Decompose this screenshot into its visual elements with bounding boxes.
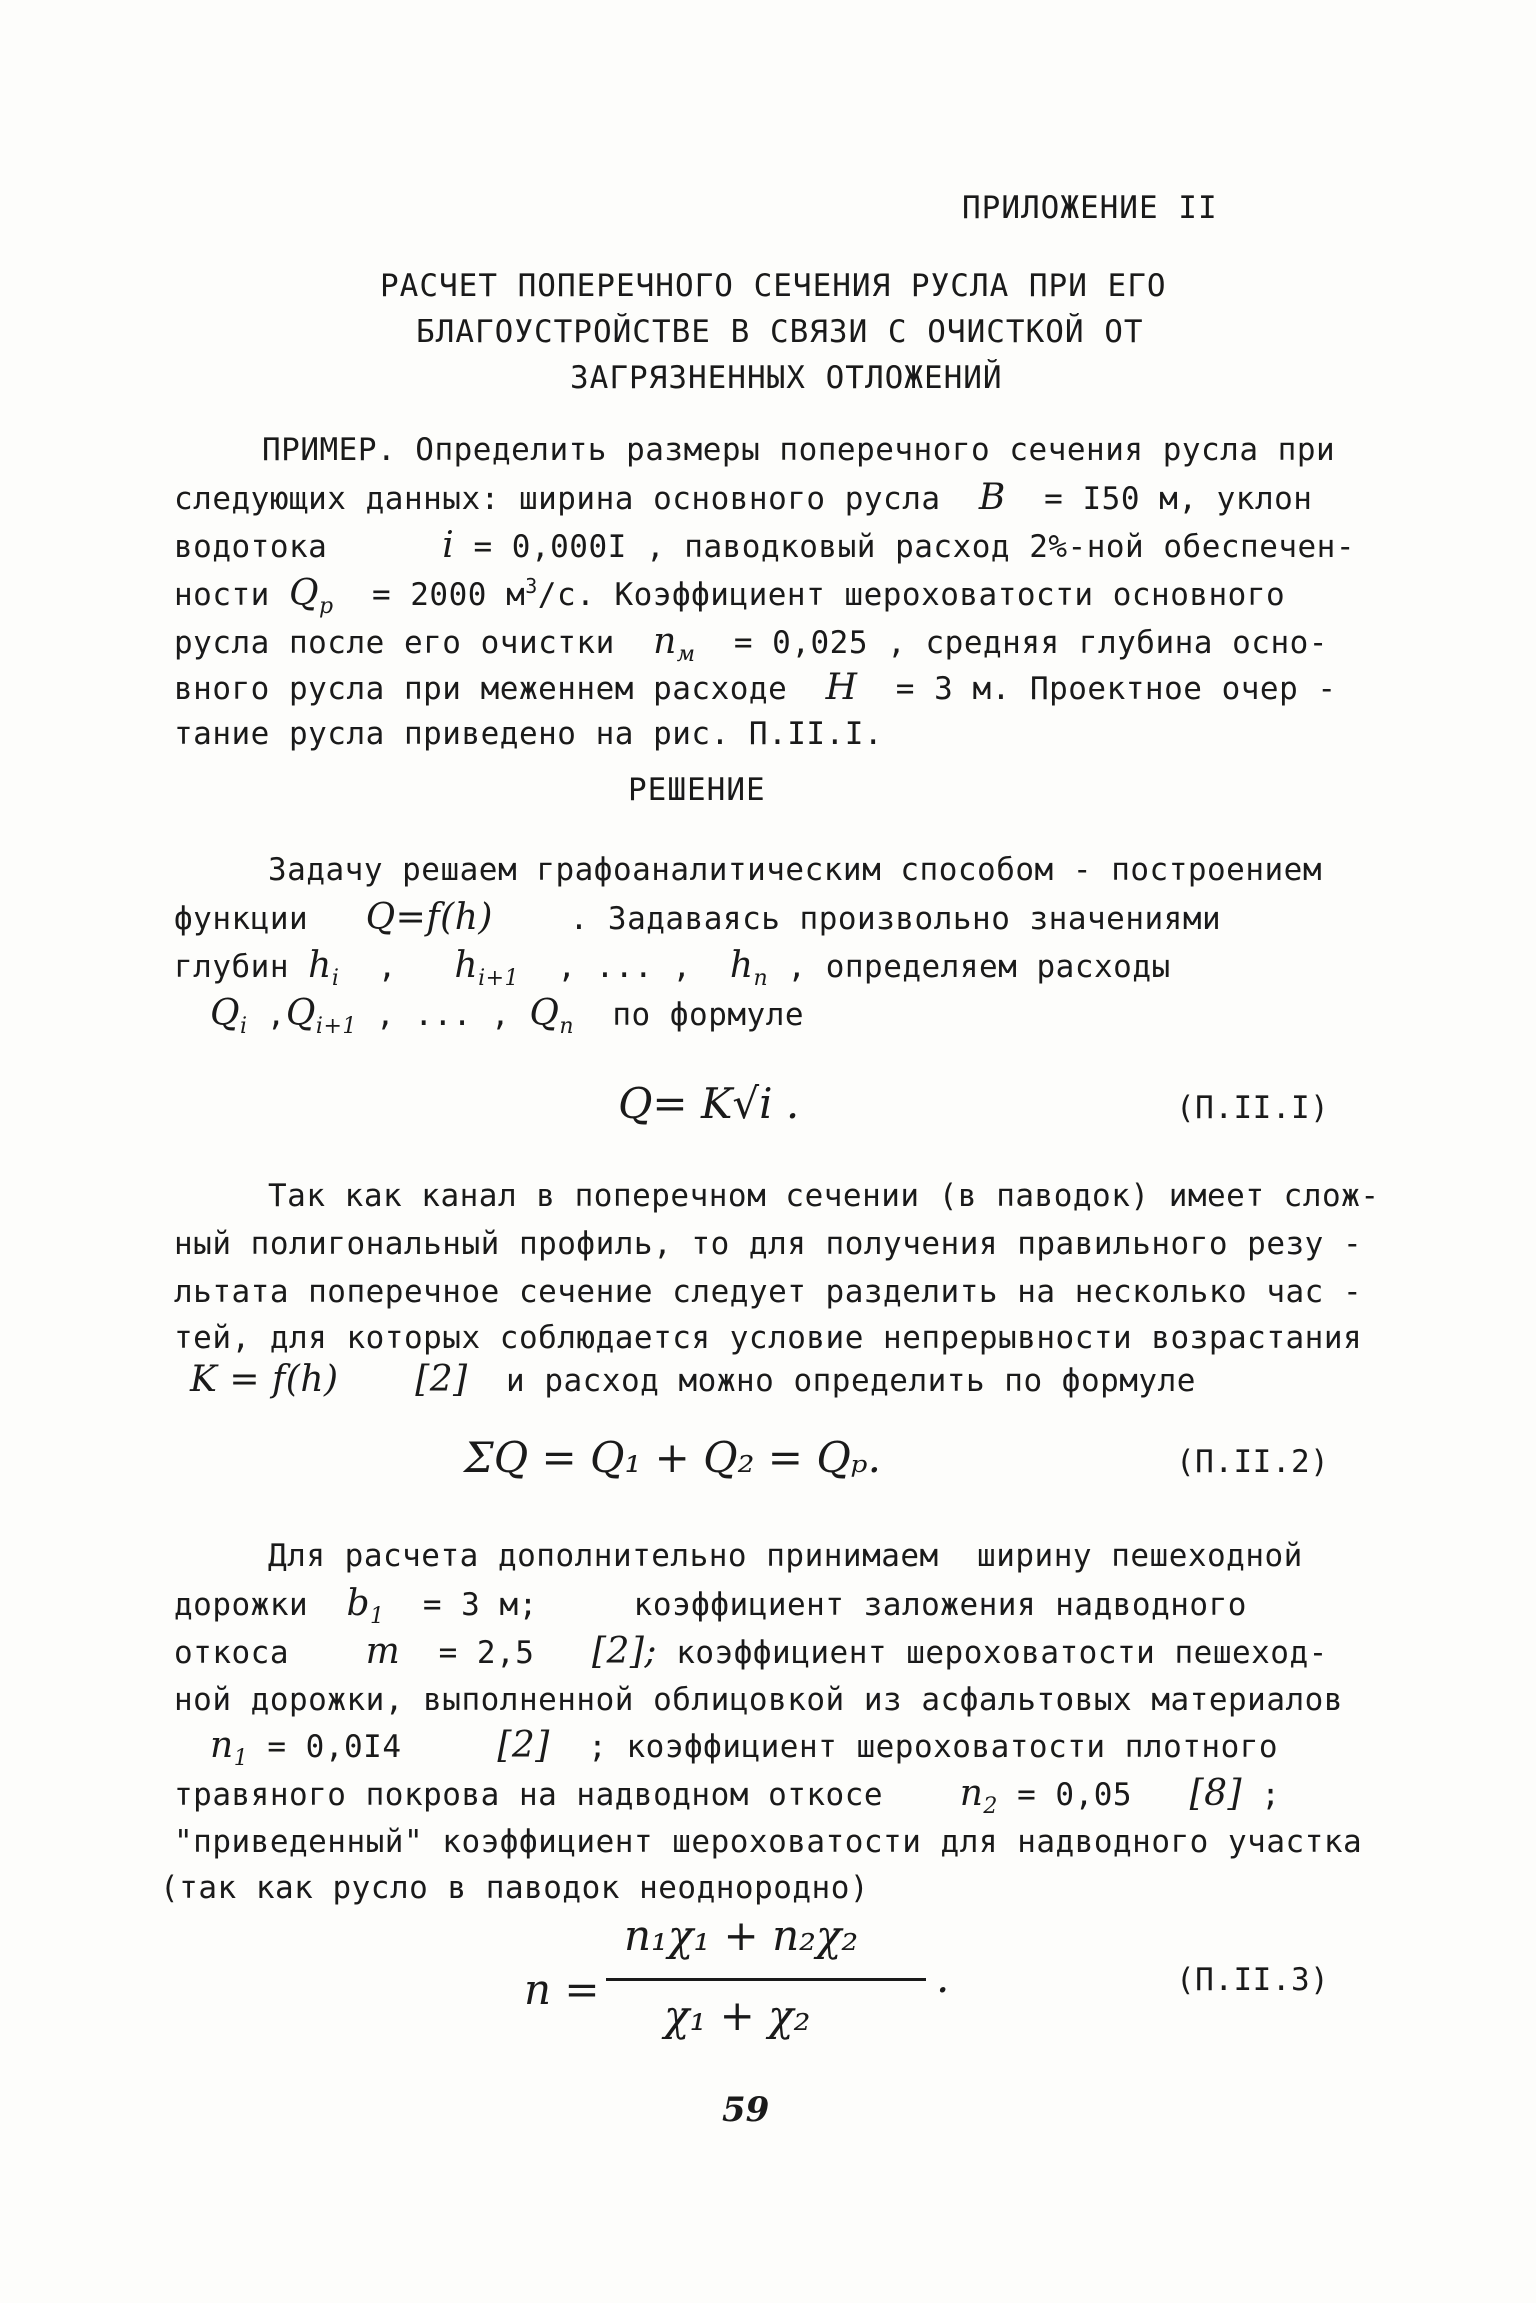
para2-line-4: тей, для которых соблюдается условие непрерывности возрастания <box>174 1320 1363 1356</box>
para3-line-7: "приведенный" коэффициент шероховатости для надводного участка <box>174 1824 1363 1860</box>
symbol-Qp: Q <box>289 573 320 614</box>
appendix-label: ПРИЛОЖЕНИЕ II <box>962 190 1218 226</box>
symbol-nm: n <box>653 621 677 662</box>
para3-line-1: Для расчета дополнительно принимаем ширину пешеходной <box>268 1538 1303 1574</box>
solution-line-3: глубин $h_i$ , $h_{i+1}$ , ... , $h_n$ , определяем расходы <box>174 945 1171 991</box>
example-line-6: вного русла при меженнем расходе H = 3 м. Проектное очер - <box>174 667 1337 708</box>
para3-line-4: ной дорожки, выполненной облицовкой из асфальтовых материалов <box>174 1682 1343 1718</box>
title-line-2: БЛАГОУСТРОЙСТВЕ В СВЯЗИ С ОЧИСТКОЙ ОТ <box>416 314 1144 350</box>
para3-line-3: откоса m = 2,5 [2]; коэффициент шероховатости пешеход- <box>174 1631 1328 1672</box>
equation-3-lhs: n = <box>524 1965 600 2014</box>
symbol-n2: n <box>959 1773 984 1814</box>
example-line-4: ности $Q_p = 2000$ $м^3/с$. Коэффициент шероховатости основного <box>174 573 1286 619</box>
para3-line-5: $n_1 = 0,0I4$ [2] ; коэффициент шероховатости плотного <box>210 1725 1279 1771</box>
equation-1-formula: Q= K√i . <box>618 1079 800 1128</box>
equation-3-numerator: n₁χ₁ + n₂χ₂ <box>624 1911 859 1960</box>
example-line-5: русла после его очистки $n_м = 0,025$ , средняя глубина осно- <box>174 621 1328 667</box>
equation-3-fraction-bar <box>606 1978 926 1981</box>
reference-2: [2] <box>415 1359 468 1400</box>
equation-2-number: (П.II.2) <box>1176 1444 1330 1480</box>
para2-line-3: льтата поперечное сечение следует разделить на несколько час - <box>174 1274 1363 1310</box>
para2-line-1: Так как канал в поперечном сечении (в паводок) имеет слож- <box>268 1178 1380 1214</box>
symbol-m: m <box>365 1631 401 1672</box>
para3-line-6: травяного покрова на надводном откосе $n_2 = 0,05$ [8] ; <box>174 1773 1281 1819</box>
solution-line-1: Задачу решаем графоаналитическим способом - построением <box>268 852 1322 888</box>
para3-line-8: (так как русло в паводок неоднородно) <box>160 1870 870 1906</box>
equation-3-number: (П.II.3) <box>1176 1962 1330 1998</box>
formula-K-f-h: K = f(h) <box>190 1359 339 1400</box>
page-number: 59 <box>722 2090 770 2130</box>
symbol-n1: n <box>210 1725 234 1766</box>
para2-line-2: ный полигональный профиль, то для получения правильного резу - <box>174 1226 1363 1262</box>
para3-line-2: дорожки $b_1 = 3$ м; коэффициент заложения надводного <box>174 1583 1247 1629</box>
para2-line-5: K = f(h) [2] и расход можно определить по формуле <box>190 1359 1196 1400</box>
symbol-H: H <box>825 667 858 708</box>
equation-3-tail: . <box>936 1953 950 2002</box>
symbol-B: B <box>978 477 1006 518</box>
solution-line-4: $Q_i$ $,Q_{i+1}$ , ... , $Q_n$ по формуле <box>210 993 805 1039</box>
example-line-3: водотока i = 0,000I , паводковый расход 2%-ной обеспечен- <box>174 525 1356 566</box>
example-line-1: ПРИМЕР. Определить размеры поперечного сечения русла при <box>262 432 1336 468</box>
symbol-b1: b <box>346 1583 371 1624</box>
solution-heading: РЕШЕНИЕ <box>628 772 766 808</box>
solution-line-2: функции Q=f(h) . Задаваясь произвольно значениями <box>174 897 1222 938</box>
example-line-7: тание русла приведено на рис. П.II.I. <box>174 716 884 752</box>
symbol-i: i <box>442 525 455 566</box>
example-line-2: следующих данных: ширина основного русла B = I50 м, уклон <box>174 477 1313 518</box>
equation-1-number: (П.II.I) <box>1176 1090 1330 1126</box>
formula-Q-f-h: Q=f(h) <box>365 897 493 938</box>
equation-3-denominator: χ₁ + χ₂ <box>664 1991 811 2040</box>
title-line-3: ЗАГРЯЗНЕННЫХ ОТЛОЖЕНИЙ <box>570 360 1003 396</box>
equation-2-formula: ΣQ = Q₁ + Q₂ = Qₚ. <box>464 1433 881 1482</box>
title-line-1: РАСЧЕТ ПОПЕРЕЧНОГО СЕЧЕНИЯ РУСЛА ПРИ ЕГО <box>380 268 1167 304</box>
